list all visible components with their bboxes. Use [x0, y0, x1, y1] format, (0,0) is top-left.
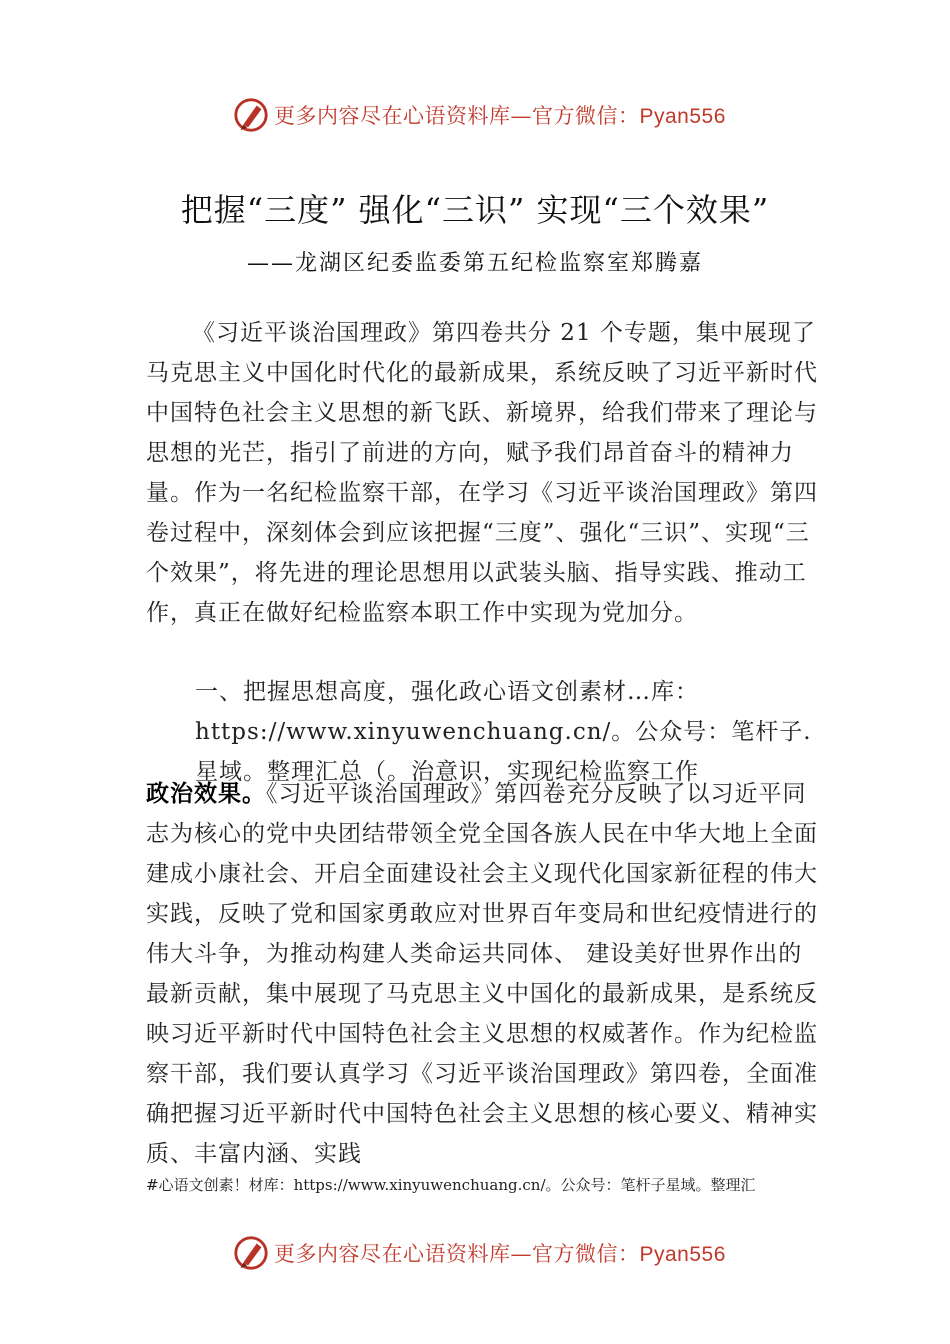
banner-account: Pyan556	[639, 105, 726, 128]
bottom-banner	[232, 1233, 726, 1273]
pen-logo-icon	[232, 1234, 270, 1272]
section-heading: 一、把握思想高度，强化政心语文创素材…库：https://www.xinyuwenchuang.cn/。公众号：笔杆子.星域。整理汇总（。治意识，实现纪检监察工作	[195, 679, 812, 785]
banner-text: 更多内容尽在心语资料库—官方微信：Pyan556	[274, 1242, 726, 1266]
top-banner	[232, 95, 726, 135]
page-title: 把握“三度” 强化“三识” 实现“三个效果”	[180, 191, 770, 229]
section-lead: 政治效果。	[146, 780, 266, 807]
section-paragraph: 政治效果。《习近平谈治国理政》第四卷充分反映了以习近平同志为核心的党中央团结带领全党全国各族人民在中华大地上全面建成小康社会、开启全面建设社会主义现代化国家新征程的伟大实践，反映了党和国家勇敢应对世界百年变局和世纪疫情进行的伟大斗争，为推动构建人类命运共同体、 建设美好世界作出的最新贡献，集中展现了马克思主义中国化的最新成果，是系统反映习近平新时代中国特色社会主义思想的权威著作。作为纪检监察干部，我们要认真学习《习近平谈治国理政》第四卷，全面准确把握习近平新时代中国特色社会主义思想的核心要义、精神实质、丰富内涵、实践	[146, 780, 818, 1167]
banner-text: 更多内容尽在心语资料库—官方微信：Pyan556	[274, 104, 726, 128]
page-subtitle: ——龙湖区纪委监委第五纪检监察室郑腾嘉	[246, 251, 703, 276]
intro-paragraph: 《习近平谈治国理政》第四卷共分 21 个专题，集中展现了马克思主义中国化时代化的最新成果，系统反映了习近平新时代中国特色社会主义思想的新飞跃、新境界，给我们带来了理论与思想的光芒，指引了前进的方向，赋予我们昂首奋斗的精神力量。作为一名纪检监察干部，在学习《习近平谈治国理政》第四卷过程中，深刻体会到应该把握“三度”、强化“三识”、实现“三个效果”，将先进的理论思想用以武装头脑、指导实践、推动工作，真正在做好纪检监察本职工作中实现为党加分。	[146, 320, 818, 626]
pen-logo-icon	[232, 96, 270, 134]
footer-note: #心语文创素！材库：https://www.xinyuwenchuang.cn/。公众号：笔杆子星域。整理汇	[146, 1176, 756, 1194]
banner-account: Pyan556	[639, 1243, 726, 1266]
